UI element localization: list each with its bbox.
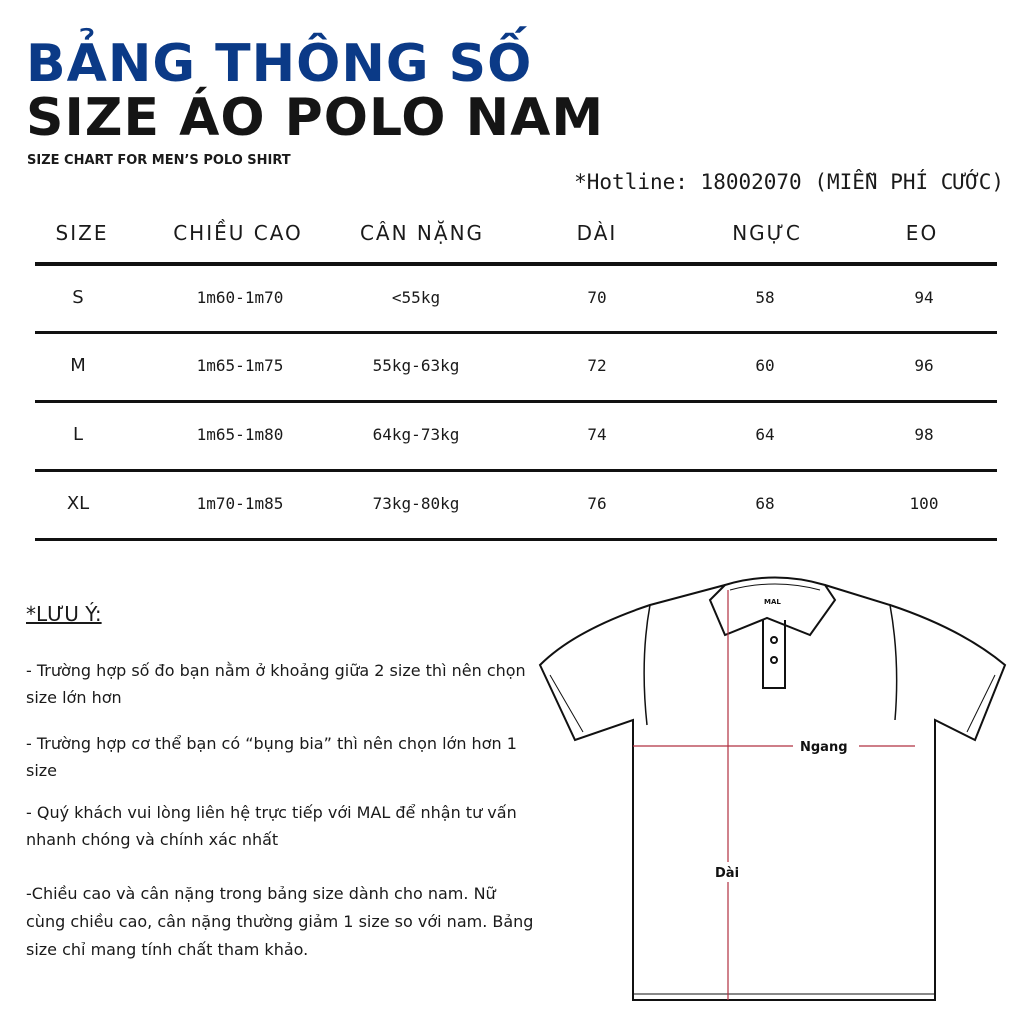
- divider: [35, 469, 997, 472]
- table-cell: <55kg: [391, 288, 441, 307]
- size-cell: M: [70, 355, 86, 376]
- table-cell: 76: [587, 494, 607, 513]
- table-cell: 1m70-1m85: [196, 494, 284, 513]
- note-item: - Trường hợp cơ thể bạn có “bụng bia” thì nên chọn lớn hơn 1 size: [26, 734, 517, 780]
- table-cell: 60: [755, 356, 775, 375]
- placket: [763, 620, 785, 688]
- width-label: Ngang: [800, 740, 848, 755]
- column-header: NGỰC: [732, 221, 802, 245]
- table-cell: 73kg-80kg: [372, 494, 460, 513]
- title-line2: SIZE ÁO POLO NAM: [26, 88, 605, 148]
- column-header: SIZE: [55, 221, 109, 245]
- table-cell: 96: [914, 356, 934, 375]
- table-cell: 64: [755, 425, 775, 444]
- table-cell: 98: [914, 425, 934, 444]
- collar: [710, 578, 835, 636]
- hotline: *Hotline: 18002070 (MIỄN PHÍ CƯỚC): [574, 170, 1004, 194]
- table-cell: 1m65-1m75: [196, 356, 284, 375]
- divider: [35, 538, 997, 541]
- notes-title: *LƯU Ý:: [26, 602, 102, 626]
- note-item: -Chiều cao và cân nặng trong bảng size dành cho nam. Nữ cùng chiều cao, cân nặng thường giảm 1 size so với nam. Bảng size chỉ mang tính chất tham khảo.: [26, 884, 534, 959]
- polo-shirt-diagram: [535, 560, 1010, 1010]
- table-cell: 64kg-73kg: [372, 425, 460, 444]
- size-cell: L: [72, 424, 84, 445]
- column-header: DÀI: [576, 221, 618, 245]
- table-cell: 68: [755, 494, 775, 513]
- divider: [35, 331, 997, 334]
- note-item: - Quý khách vui lòng liên hệ trực tiếp với MAL để nhận tư vấn nhanh chóng và chính xác nhất: [26, 803, 517, 849]
- table-cell: 1m65-1m80: [196, 425, 284, 444]
- table-cell: 94: [914, 288, 934, 307]
- note-item: - Trường hợp số đo bạn nằm ở khoảng giữa 2 size thì nên chọn size lớn hơn: [26, 661, 526, 707]
- column-header: CHIỀU CAO: [173, 221, 303, 245]
- title-line1: BẢNG THÔNG SỐ: [26, 34, 533, 94]
- size-cell: S: [72, 287, 84, 308]
- table-cell: 72: [587, 356, 607, 375]
- subtitle: SIZE CHART FOR MEN’S POLO SHIRT: [27, 153, 291, 168]
- table-cell: 1m60-1m70: [196, 288, 284, 307]
- size-cell: XL: [66, 493, 90, 514]
- column-header: EO: [905, 221, 939, 245]
- table-cell: 74: [587, 425, 607, 444]
- divider: [35, 262, 997, 266]
- table-cell: 100: [909, 494, 939, 513]
- table-cell: 55kg-63kg: [372, 356, 460, 375]
- brand-label: MAL: [764, 598, 781, 606]
- column-header: CÂN NẶNG: [359, 221, 485, 245]
- length-label: Dài: [715, 866, 740, 881]
- divider: [35, 400, 997, 403]
- table-cell: 70: [587, 288, 607, 307]
- shirt-body-outline: [540, 585, 1005, 1000]
- table-cell: 58: [755, 288, 775, 307]
